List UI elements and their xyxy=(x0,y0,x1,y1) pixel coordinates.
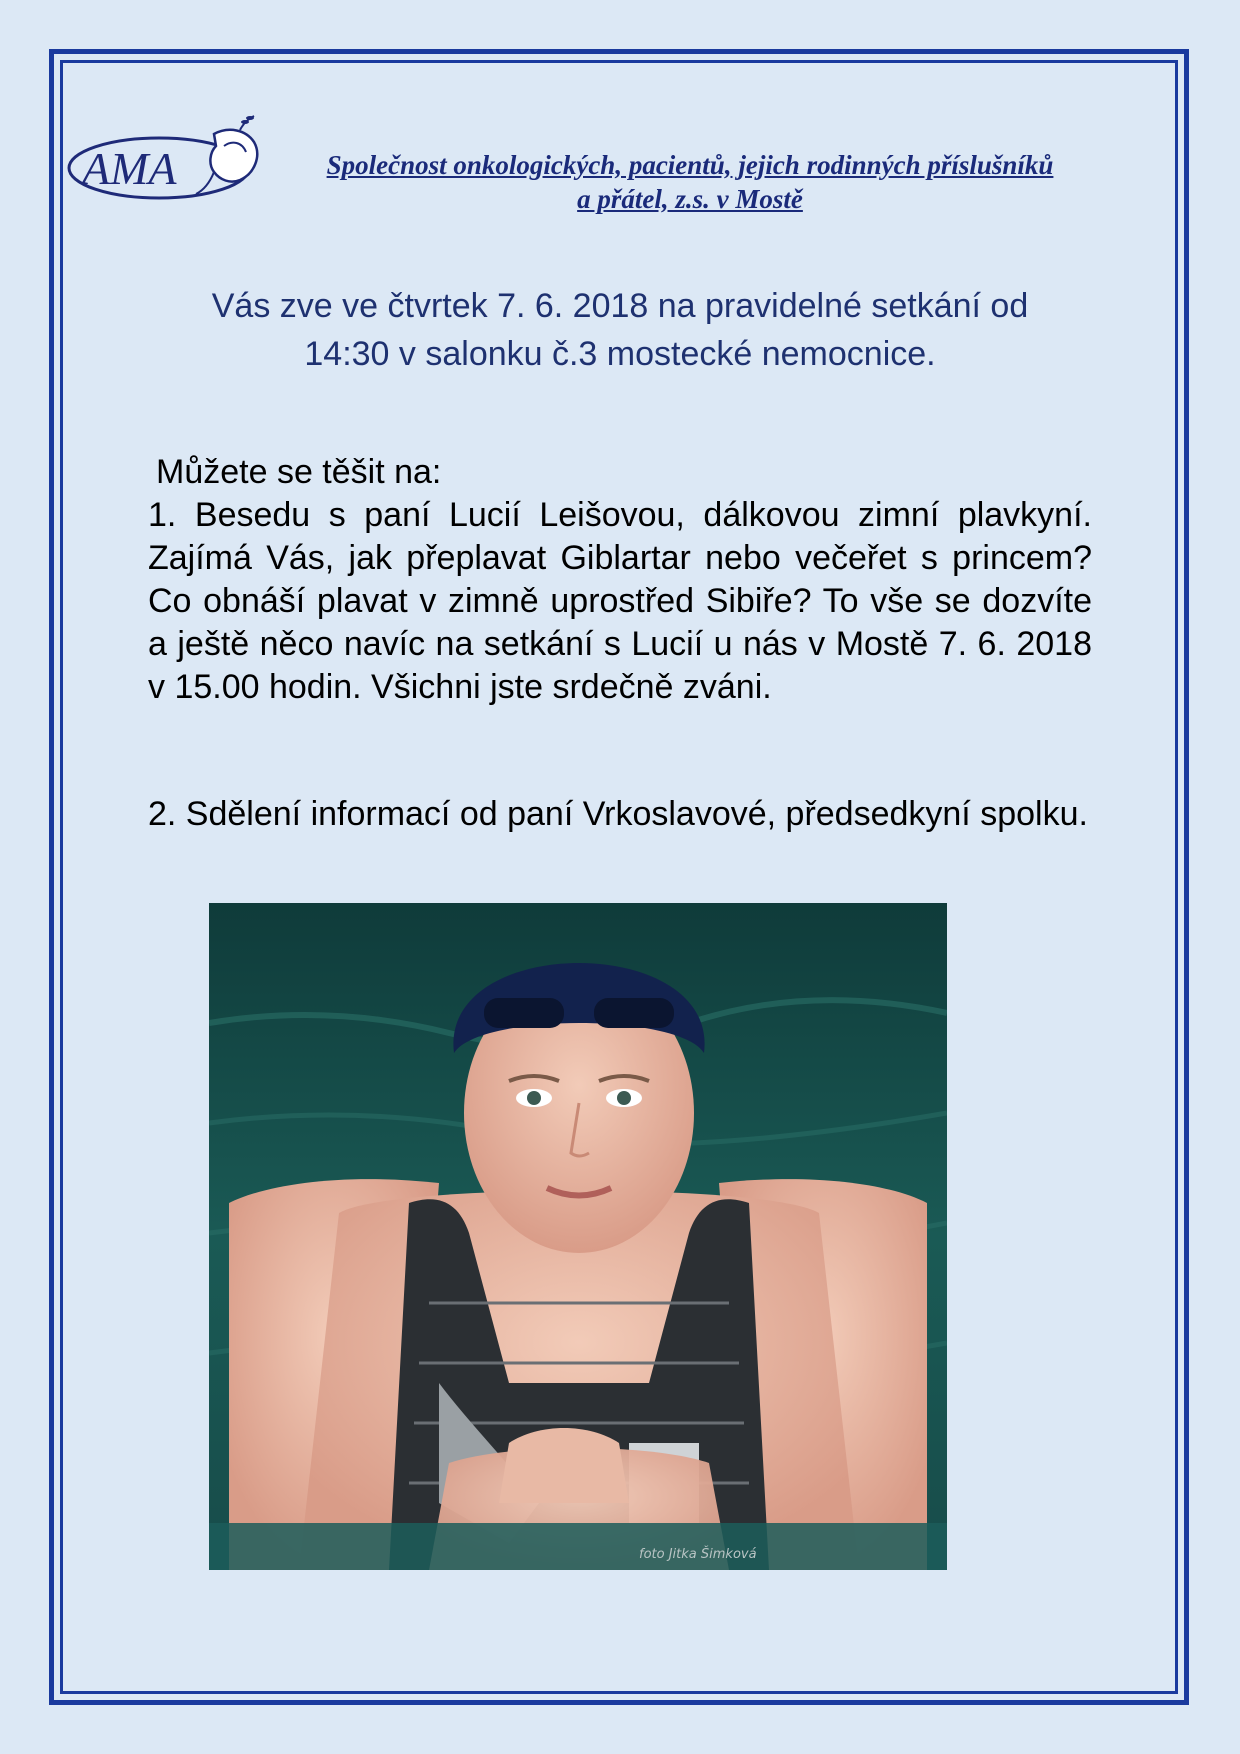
organization-name-line1: Společnost onkologických, pacientů, jejich rodinných příslušníků xyxy=(326,150,1054,180)
invitation-line1: Vás zve ve čtvrtek 7. 6. 2018 na pravidelné setkání od xyxy=(211,287,1029,325)
program-item-2: 2. Sdělení informací od paní Vrkoslavové, předsedkyní spolku. xyxy=(148,795,1088,833)
photo-credit: foto Jitka Šimková xyxy=(639,1547,757,1562)
dove-icon xyxy=(196,116,257,194)
organization-name-line2: a přátel, z.s. v Mostě xyxy=(577,184,803,214)
logo-text: AMA xyxy=(82,143,177,194)
ama-logo xyxy=(64,112,274,217)
invitation-line2: 14:30 v salonku č.3 mostecké nemocnice. xyxy=(304,335,936,373)
organization-name xyxy=(270,148,1110,216)
invitation-text xyxy=(120,282,1120,378)
program-intro: Můžete se těšit na: xyxy=(156,453,442,491)
swimmer-photo xyxy=(209,903,947,1570)
program-item-1: 1. Besedu s paní Lucií Leišovou, dálkovou zimní plavkyní. Zajímá Vás, jak přeplavat Giblartar nebo večeřet s princem? Co obnáší plavat v zimně uprostřed Sibiře? To vše se dozvíte a ještě něco navíc na setkání s Lucií u nás v Mostě 7. 6. 2018 v 15.00 hodin. Všichni jste srdečně zváni. xyxy=(148,496,1092,706)
